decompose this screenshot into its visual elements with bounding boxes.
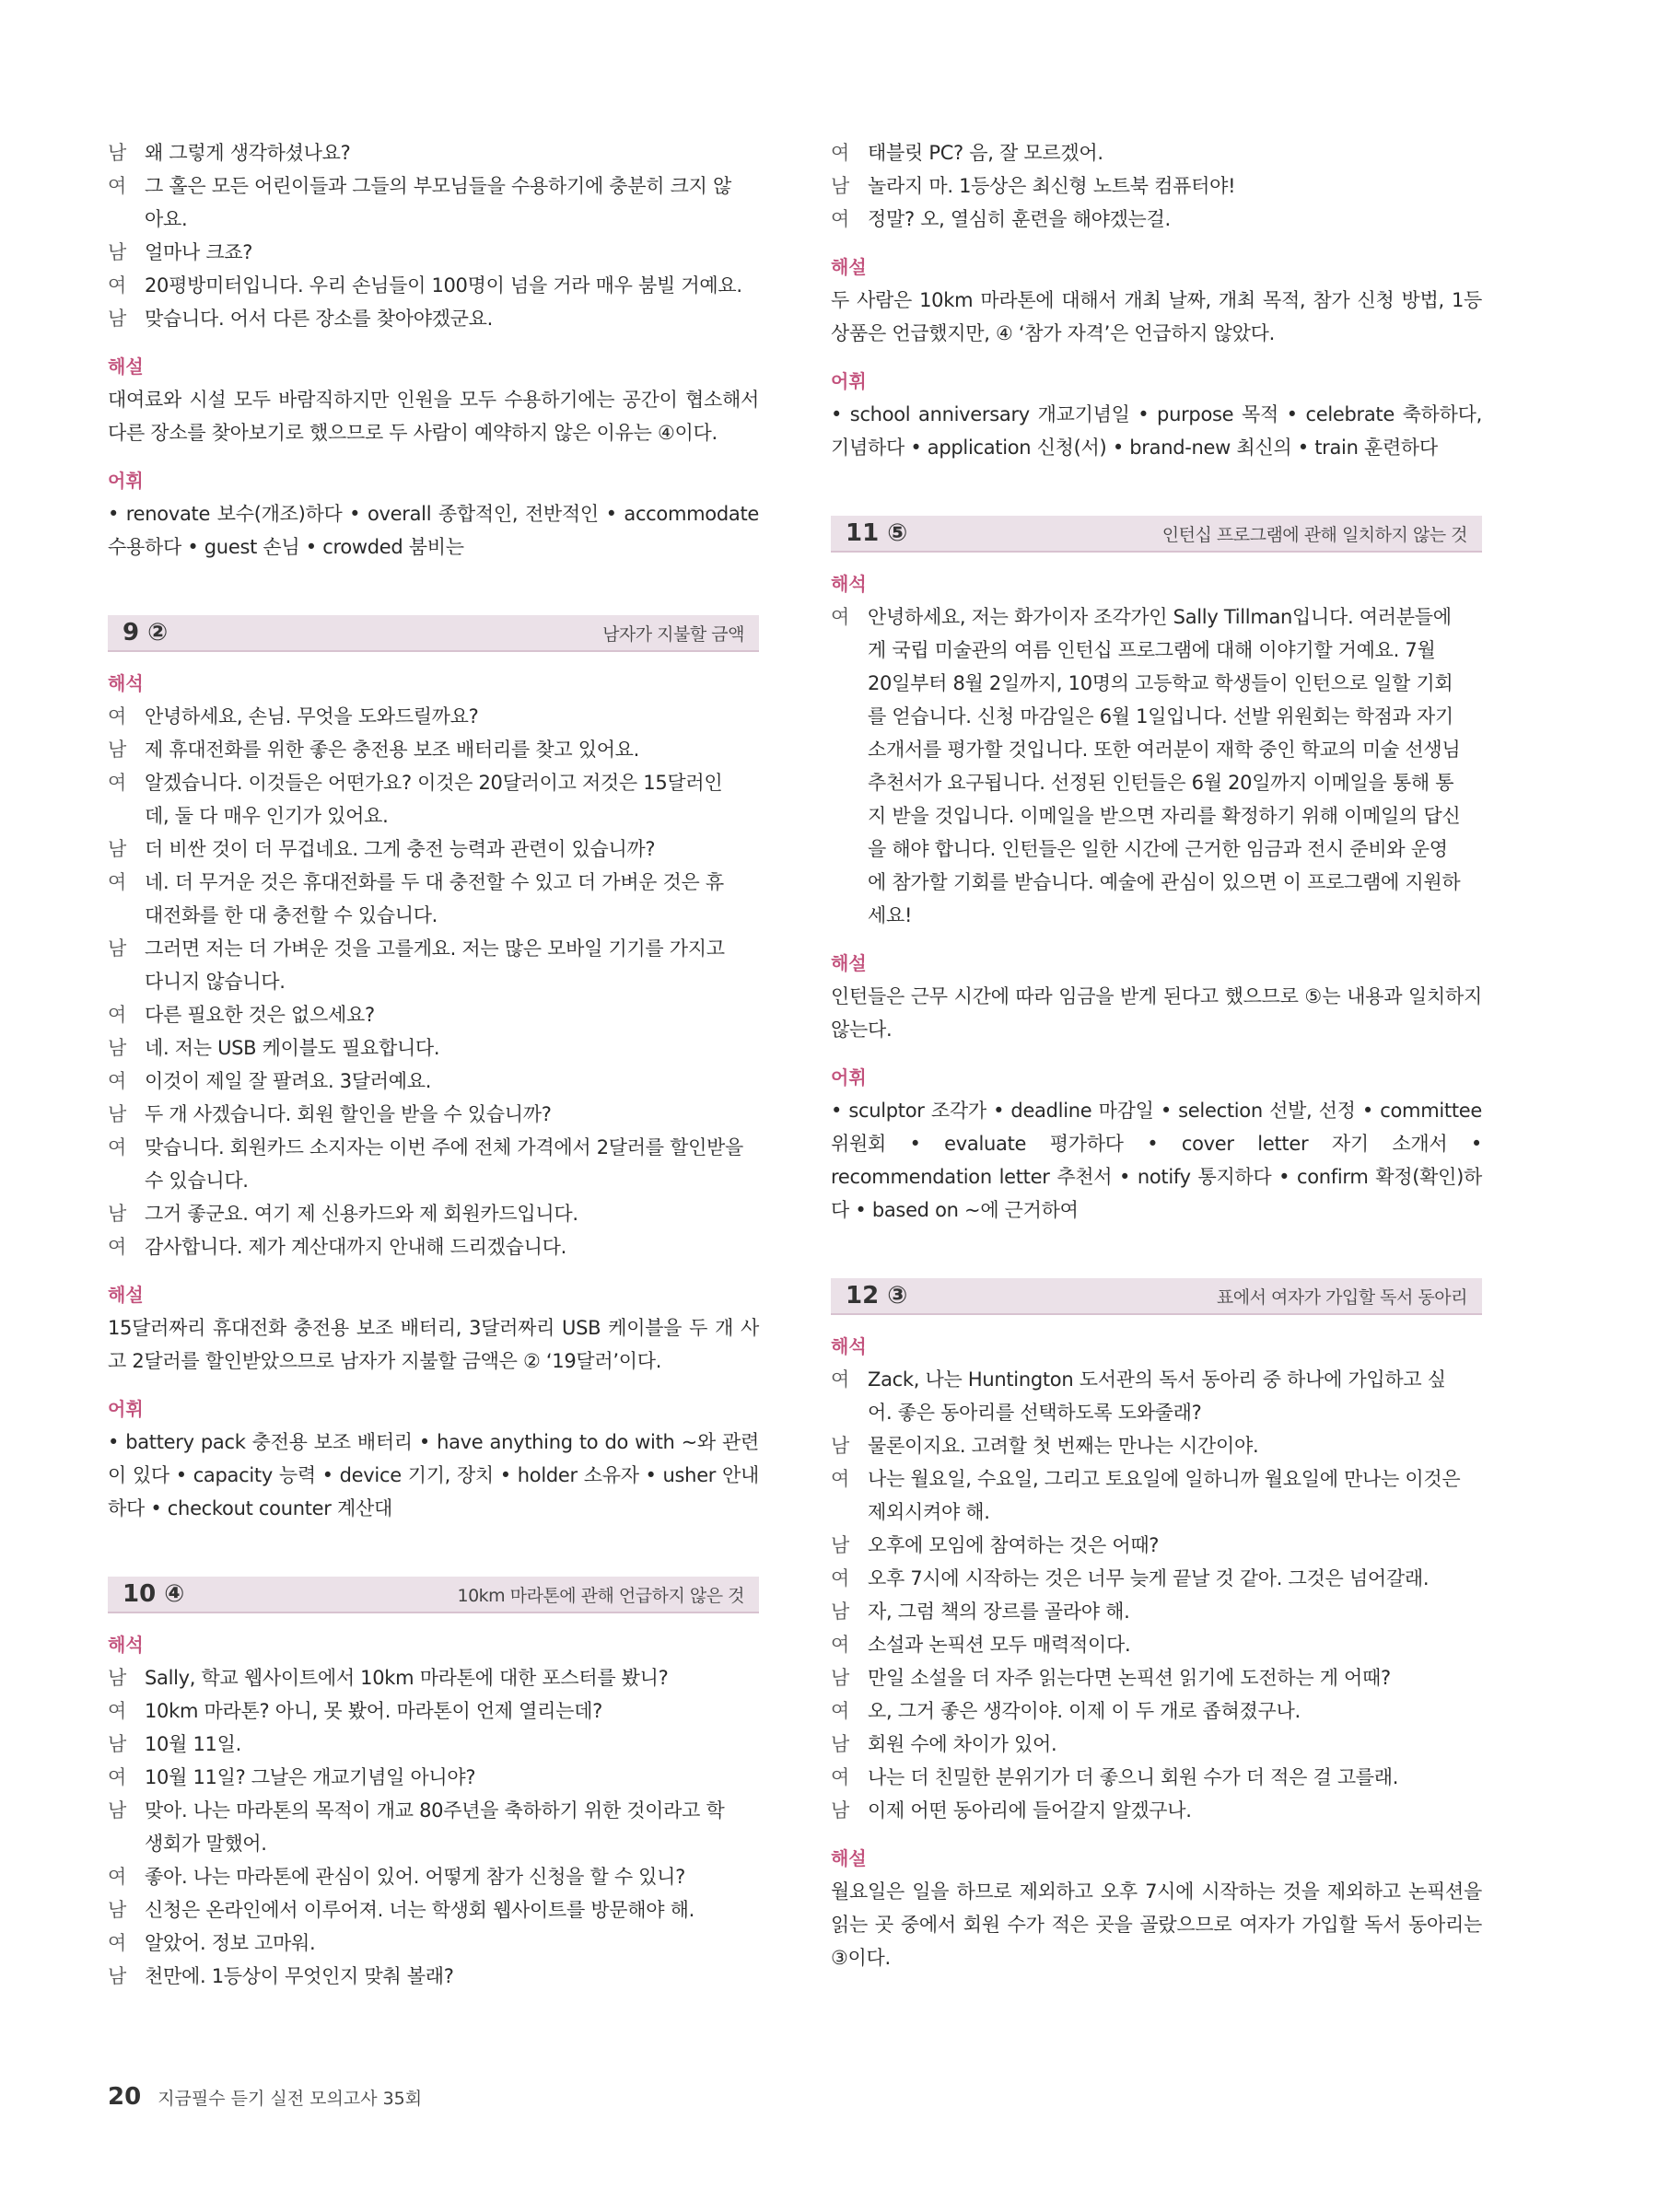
explanation-q11: 인턴들은 근무 시간에 따라 임금을 받게 된다고 했으므로 ⑤는 내용과 일치하지 않는다. (831, 985, 1482, 1041)
dialog-text: 제 휴대전화를 위한 좋은 충전용 보조 배터리를 찾고 있어요. (145, 739, 640, 761)
dialog-line (108, 269, 759, 302)
speaker-label: 여 (831, 208, 849, 230)
dialog-line (831, 1595, 1482, 1628)
dialog-text: 천만에. 1등상이 무엇인지 맞춰 볼래? (145, 1965, 454, 1987)
speaker-label: 남 (831, 1799, 849, 1822)
dialog-text: 오, 그거 좋은 생각이야. 이제 이 두 개로 좁혀졌구나. (868, 1700, 1301, 1722)
dialog-line (831, 136, 1482, 169)
dialog-line (108, 1728, 759, 1761)
dialog-text: Sally, 학교 웹사이트에서 10km 마라톤에 대한 포스터를 봤니? (145, 1667, 669, 1689)
speaker-label (831, 832, 868, 866)
dialog-text: 10km 마라톤? 아니, 못 봤어. 마라톤이 언제 열리는데? (145, 1700, 602, 1722)
speaker-label: 여 (108, 175, 126, 197)
heading-translation: 해석 (831, 573, 867, 595)
page-number: 20 (108, 2083, 142, 2111)
question-bar-12 (831, 1278, 1482, 1315)
dialog-line (108, 1197, 759, 1230)
heading-vocabulary: 어휘 (831, 1066, 867, 1089)
dialog-text: 나는 월요일, 수요일, 그리고 토요일에 일하니까 월요일에 만나는 이것은 (868, 1468, 1461, 1490)
dialog-text: 태블릿 PC? 음, 잘 모르겠어. (868, 142, 1103, 164)
speaker-label: 여 (831, 1700, 849, 1722)
dialog-line (108, 302, 759, 335)
heading-vocabulary: 어휘 (831, 370, 867, 392)
speaker-label: 여 (831, 1468, 849, 1490)
dialog-line (108, 236, 759, 269)
right-column (831, 136, 1482, 1974)
speaker-label (831, 667, 868, 700)
dialog-line (831, 1429, 1482, 1462)
dialog-text: 오후에 모임에 참여하는 것은 어때? (868, 1534, 1160, 1556)
dialog-line (108, 700, 759, 733)
speaker-label: 남 (831, 1733, 849, 1755)
dialog-line (831, 799, 1482, 832)
dialog-line (108, 899, 759, 932)
speaker-label (108, 203, 145, 236)
dialog-text: 제외시켜야 해. (868, 1501, 990, 1523)
dialog-text: 알겠습니다. 이것들은 어떤가요? 이것은 20달러이고 저것은 15달러인 (145, 772, 723, 794)
dialog-line (108, 733, 759, 766)
dialog-line (108, 1661, 759, 1694)
dialog-text: 왜 그렇게 생각하셨나요? (145, 142, 351, 164)
speaker-label: 여 (108, 871, 126, 893)
dialog-line (831, 1728, 1482, 1761)
vocabulary-q11: • sculptor 조각가 • deadline 마감일 • selection 선발, 선정 • committee 위원회 • evaluate 평가하다 • cover letter 자기 소개서 • recommendation letter 추천서 • notify 통지하다 • confirm 확정(확인)하다 • based on ~에 근거하여 (831, 1100, 1482, 1221)
speaker-label: 여 (831, 1567, 849, 1589)
dialog-q8-end (108, 136, 759, 335)
speaker-label: 남 (831, 1534, 849, 1556)
speaker-label: 여 (831, 606, 849, 628)
speaker-label (831, 700, 868, 733)
dialog-text: 소설과 논픽션 모두 매력적이다. (868, 1634, 1131, 1656)
speaker-label: 남 (108, 142, 126, 164)
dialog-text: 10월 11일. (145, 1733, 241, 1755)
dialog-line (831, 766, 1482, 799)
dialog-line (831, 1529, 1482, 1562)
speaker-label (831, 1396, 868, 1429)
dialog-line (108, 1065, 759, 1098)
question-title: 남자가 지불할 금액 (602, 623, 744, 645)
dialog-line (108, 1893, 759, 1927)
speaker-label: 여 (831, 1634, 849, 1656)
dialog-text: 생회가 말했어. (145, 1833, 267, 1855)
dialog-text: 네. 저는 USB 케이블도 필요합니다. (145, 1037, 440, 1059)
dialog-text: 그거 좋군요. 여기 제 신용카드와 제 회원카드입니다. (145, 1203, 578, 1225)
dialog-text: 얼마나 크죠? (145, 241, 253, 263)
dialog-line (108, 832, 759, 866)
dialog-line (108, 169, 759, 203)
dialog-text: 자, 그럼 책의 장르를 골라야 해. (868, 1601, 1130, 1623)
dialog-line (831, 1496, 1482, 1529)
dialog-line (831, 832, 1482, 866)
dialog-text: 이것이 제일 잘 팔려요. 3달러예요. (145, 1070, 432, 1092)
dialog-text: 오후 7시에 시작하는 것은 너무 늦게 끝날 것 같아. 그것은 넘어갈래. (868, 1567, 1430, 1589)
speaker-label (108, 1827, 145, 1860)
speaker-label: 남 (108, 1667, 126, 1689)
speaker-label: 여 (108, 705, 126, 728)
dialog-text: 다니지 않습니다. (145, 971, 286, 993)
dialog-text: 맞아. 나는 마라톤의 목적이 개교 80주년을 축하하기 위한 것이라고 학 (145, 1799, 725, 1822)
speaker-label (831, 733, 868, 766)
dialog-text: 에 참가할 기회를 받습니다. 예술에 관심이 있으면 이 프로그램에 지원하 (868, 871, 1461, 893)
dialog-text: 이제 어떤 동아리에 들어갈지 알겠구나. (868, 1799, 1192, 1822)
dialog-line (108, 932, 759, 965)
dialog-line (831, 1661, 1482, 1694)
question-title: 10km 마라톤에 관해 언급하지 않은 것 (457, 1585, 744, 1606)
question-title: 인턴십 프로그램에 관해 일치하지 않는 것 (1161, 524, 1467, 545)
dialog-text: 그 홀은 모든 어린이들과 그들의 부모님들을 수용하기에 충분히 크지 않 (145, 175, 731, 197)
dialog-line (108, 998, 759, 1031)
speaker-label (831, 766, 868, 799)
speaker-label (108, 899, 145, 932)
speaker-label: 여 (108, 1700, 126, 1722)
dialog-text: 10월 11일? 그날은 개교기념일 아니야? (145, 1766, 476, 1788)
dialog-text: 두 개 사겠습니다. 회원 할인을 받을 수 있습니까? (145, 1103, 552, 1125)
speaker-label (108, 1164, 145, 1197)
speaker-label: 여 (108, 772, 126, 794)
explanation-q9: 15달러짜리 휴대전화 충전용 보조 배터리, 3달러짜리 USB 케이블을 두 개 사고 2달러를 할인받았으므로 남자가 지불할 금액은 ② ‘19달러’이다. (108, 1317, 759, 1372)
speaker-label: 여 (831, 1368, 849, 1391)
speaker-label: 남 (108, 1203, 126, 1225)
dialog-line (831, 700, 1482, 733)
speaker-label: 여 (108, 1766, 126, 1788)
question-number: 11 ⑤ (846, 519, 908, 547)
dialog-line (831, 866, 1482, 899)
heading-explanation: 해설 (108, 1284, 144, 1306)
heading-translation: 해석 (108, 1634, 144, 1656)
speaker-label (831, 866, 868, 899)
dialog-line (108, 203, 759, 236)
dialog-text: 정말? 오, 열심히 훈련을 해야겠는걸. (868, 208, 1171, 230)
speaker-label: 여 (831, 142, 849, 164)
heading-translation: 해석 (108, 672, 144, 694)
dialog-text: 어. 좋은 동아리를 선택하도록 도와줄래? (868, 1402, 1202, 1424)
dialog-text: 20평방미터입니다. 우리 손님들이 100명이 넘을 거라 매우 붐빌 거예요. (145, 274, 742, 297)
dialog-line (108, 1794, 759, 1827)
dialog-text: 그러면 저는 더 가벼운 것을 고를게요. 저는 많은 모바일 기기를 가지고 (145, 937, 725, 960)
dialog-text: 수 있습니다. (145, 1170, 249, 1192)
question-number: 12 ③ (846, 1282, 908, 1310)
dialog-line (108, 136, 759, 169)
dialog-line (108, 866, 759, 899)
question-bar-9 (108, 615, 759, 652)
dialog-line (108, 1230, 759, 1263)
speaker-label: 남 (831, 1435, 849, 1457)
dialog-line (108, 1131, 759, 1164)
dialog-text: 세요! (868, 904, 913, 926)
speaker-label: 남 (108, 1899, 126, 1921)
dialog-line (831, 634, 1482, 667)
dialog-line (831, 733, 1482, 766)
question-number: 10 ④ (123, 1580, 185, 1608)
dialog-q10-end (831, 136, 1482, 236)
dialog-line (108, 1098, 759, 1131)
dialog-line (831, 169, 1482, 203)
dialog-text: 지 받을 것입니다. 이메일을 받으면 자리를 확정하기 위해 이메일의 답신 (868, 805, 1461, 827)
explanation-q12: 월요일은 일을 하므로 제외하고 오후 7시에 시작하는 것을 제외하고 논픽션을 읽는 곳 중에서 회원 수가 적은 곳을 골랐으므로 여자가 가입할 독서 동아리는 ③이다. (831, 1880, 1482, 1969)
heading-explanation: 해설 (831, 1847, 867, 1869)
dialog-text: 물론이지요. 고려할 첫 번째는 만나는 시간이야. (868, 1435, 1259, 1457)
speaker-label: 여 (108, 1070, 126, 1092)
dialog-line (108, 1927, 759, 1960)
dialog-line (108, 1960, 759, 1993)
speaker-label: 남 (831, 1601, 849, 1623)
heading-explanation: 해설 (831, 952, 867, 974)
vocabulary-q10: • school anniversary 개교기념일 • purpose 목적 • celebrate 축하하다, 기념하다 • application 신청(서) • brand-new 최신의 • train 훈련하다 (831, 403, 1482, 459)
dialog-line (108, 1031, 759, 1065)
dialog-text: 나는 더 친밀한 분위기가 더 좋으니 회원 수가 더 적은 걸 고를래. (868, 1766, 1399, 1788)
speaker-label: 남 (108, 308, 126, 330)
dialog-line (108, 965, 759, 998)
dialog-text: 맞습니다. 어서 다른 장소를 찾아야겠군요. (145, 308, 494, 330)
speaker-label: 여 (108, 1932, 126, 1954)
page-footer (108, 2083, 422, 2111)
dialog-text: 추천서가 요구됩니다. 선정된 인턴들은 6월 20일까지 이메일을 통해 통 (868, 772, 1454, 794)
question-title: 표에서 여자가 가입할 독서 동아리 (1216, 1286, 1467, 1308)
heading-vocabulary: 어휘 (108, 1398, 144, 1420)
vocabulary-q8: • renovate 보수(개조)하다 • overall 종합적인, 전반적인 • accommodate 수용하다 • guest 손님 • crowded 붐비는 (108, 503, 759, 558)
dialog-line (831, 899, 1482, 932)
dialog-text: 좋아. 나는 마라톤에 관심이 있어. 어떻게 참가 신청을 할 수 있니? (145, 1866, 685, 1888)
dialog-line (831, 1794, 1482, 1827)
monologue-q11 (831, 600, 1482, 932)
speaker-label (831, 634, 868, 667)
dialog-line (108, 1860, 759, 1893)
dialog-text: 만일 소설을 더 자주 읽는다면 논픽션 읽기에 도전하는 게 어때? (868, 1667, 1391, 1689)
dialog-text: 데, 둘 다 매우 인기가 있어요. (145, 805, 389, 827)
dialog-line (831, 203, 1482, 236)
dialog-line (831, 1761, 1482, 1794)
dialog-text: 더 비싼 것이 더 무겁네요. 그게 충전 능력과 관련이 있습니까? (145, 838, 656, 860)
speaker-label: 여 (108, 1004, 126, 1026)
dialog-line (108, 1827, 759, 1860)
heading-vocabulary: 어휘 (108, 470, 144, 492)
speaker-label: 남 (108, 1733, 126, 1755)
speaker-label (108, 965, 145, 998)
dialog-text: 다른 필요한 것은 없으세요? (145, 1004, 375, 1026)
dialog-line (831, 1562, 1482, 1595)
vocabulary-q9: • battery pack 충전용 보조 배터리 • have anything to do with ~와 관련이 있다 • capacity 능력 • device 기기, 장치 • holder 소유자 • usher 안내하다 • checkout counter 계산대 (108, 1431, 759, 1519)
heading-translation: 해석 (831, 1335, 867, 1357)
dialog-line (831, 1396, 1482, 1429)
dialog-line (831, 1462, 1482, 1496)
book-title: 지금필수 듣기 실전 모의고사 35회 (158, 2089, 423, 2109)
dialog-q12 (831, 1363, 1482, 1827)
dialog-text: 를 얻습니다. 신청 마감일은 6월 1일입니다. 선발 위원회는 학점과 자기 (868, 705, 1453, 728)
question-bar-10 (108, 1577, 759, 1613)
speaker-label: 남 (108, 241, 126, 263)
question-bar-11 (831, 516, 1482, 553)
dialog-text: 감사합니다. 제가 계산대까지 안내해 드리겠습니다. (145, 1236, 566, 1258)
speaker-label (108, 799, 145, 832)
heading-explanation: 해설 (108, 355, 144, 378)
dialog-text: 안녕하세요, 저는 화가이자 조각가인 Sally Tillman입니다. 여러분들에 (868, 606, 1452, 628)
dialog-text: 게 국립 미술관의 여름 인턴십 프로그램에 대해 이야기할 거예요. 7월 (868, 639, 1436, 661)
speaker-label (831, 1496, 868, 1529)
dialog-line (831, 1363, 1482, 1396)
speaker-label: 남 (108, 1037, 126, 1059)
dialog-text: 네. 더 무거운 것은 휴대전화를 두 대 충전할 수 있고 더 가벼운 것은 휴 (145, 871, 724, 893)
dialog-line (108, 1761, 759, 1794)
speaker-label: 여 (831, 1766, 849, 1788)
speaker-label: 여 (108, 1866, 126, 1888)
dialog-line (108, 766, 759, 799)
dialog-q10 (108, 1661, 759, 1993)
dialog-text: 안녕하세요, 손님. 무엇을 도와드릴까요? (145, 705, 479, 728)
dialog-text: 소개서를 평가할 것입니다. 또한 여러분이 재학 중인 학교의 미술 선생님 (868, 739, 1461, 761)
dialog-text: 20일부터 8월 2일까지, 10명의 고등학교 학생들이 인턴으로 일할 기회 (868, 672, 1453, 694)
speaker-label: 남 (831, 1667, 849, 1689)
dialog-text: 알았어. 정보 고마워. (145, 1932, 316, 1954)
speaker-label: 남 (108, 1799, 126, 1822)
left-column (108, 136, 759, 1993)
dialog-line (108, 1164, 759, 1197)
dialog-text: 대전화를 한 대 충전할 수 있습니다. (145, 904, 438, 926)
dialog-line (108, 799, 759, 832)
speaker-label: 남 (108, 937, 126, 960)
dialog-line (108, 1694, 759, 1728)
speaker-label: 여 (108, 1236, 126, 1258)
dialog-line (831, 1628, 1482, 1661)
dialog-line (831, 667, 1482, 700)
dialog-text: 을 해야 합니다. 인턴들은 일한 시간에 근거한 임금과 전시 준비와 운영 (868, 838, 1448, 860)
dialog-text: Zack, 나는 Huntington 도서관의 독서 동아리 중 하나에 가입하고 싶 (868, 1368, 1446, 1391)
speaker-label (831, 899, 868, 932)
dialog-text: 아요. (145, 208, 188, 230)
speaker-label: 남 (108, 1965, 126, 1987)
explanation-q8: 대여료와 시설 모두 바람직하지만 인원을 모두 수용하기에는 공간이 협소해서 다른 장소를 찾아보기로 했으므로 두 사람이 예약하지 않은 이유는 ④이다. (108, 389, 759, 444)
dialog-line (831, 1694, 1482, 1728)
question-number: 9 ② (123, 619, 169, 646)
dialog-line (831, 600, 1482, 634)
heading-explanation: 해설 (831, 256, 867, 278)
dialog-text: 신청은 온라인에서 이루어져. 너는 학생회 웹사이트를 방문해야 해. (145, 1899, 694, 1921)
speaker-label (831, 799, 868, 832)
speaker-label: 여 (108, 274, 126, 297)
dialog-text: 맞습니다. 회원카드 소지자는 이번 주에 전체 가격에서 2달러를 할인받을 (145, 1136, 744, 1158)
speaker-label: 여 (108, 1136, 126, 1158)
dialog-q9 (108, 700, 759, 1263)
speaker-label: 남 (108, 1103, 126, 1125)
speaker-label: 남 (108, 838, 126, 860)
speaker-label: 남 (831, 175, 849, 197)
speaker-label: 남 (108, 739, 126, 761)
dialog-text: 회원 수에 차이가 있어. (868, 1733, 1057, 1755)
explanation-q10: 두 사람은 10km 마라톤에 대해서 개최 날짜, 개최 목적, 참가 신청 방법, 1등 상품은 언급했지만, ④ ‘참가 자격’은 언급하지 않았다. (831, 289, 1482, 344)
dialog-text: 놀라지 마. 1등상은 최신형 노트북 컴퓨터야! (868, 175, 1236, 197)
